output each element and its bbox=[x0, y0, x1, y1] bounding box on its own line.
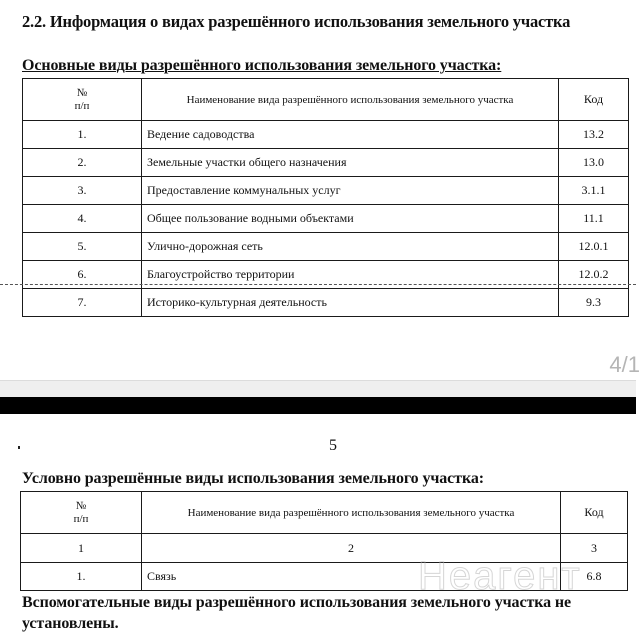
table-header-row bbox=[23, 79, 629, 121]
header-num-symbol: № bbox=[76, 86, 88, 99]
row-code: 13.2 bbox=[559, 121, 629, 149]
section-title: 2.2. Информация о видах разрешённого использования земельного участка bbox=[22, 12, 571, 31]
row-name: Благоустройство территории bbox=[142, 261, 559, 289]
scan-speck bbox=[18, 446, 20, 449]
row-code: 12.0.1 bbox=[559, 233, 629, 261]
auxiliary-uses-note bbox=[22, 592, 571, 634]
page-separator bbox=[0, 380, 636, 398]
row-code: 9.3 bbox=[559, 289, 629, 317]
table-row bbox=[23, 121, 629, 149]
conditional-uses-heading: Условно разрешённые виды использования земельного участка: bbox=[22, 470, 484, 487]
row-name: Ведение садоводства bbox=[142, 121, 559, 149]
row-name: Историко-культурная деятельность bbox=[142, 289, 559, 317]
row-code: 6.8 bbox=[561, 563, 628, 591]
header-num-pp: п/п bbox=[74, 99, 90, 112]
auxiliary-note-line2: установлены. bbox=[22, 615, 119, 632]
header-name: Наименование вида разрешённого использования земельного участка bbox=[142, 492, 561, 534]
header-num bbox=[23, 79, 142, 121]
row-num: 5. bbox=[23, 233, 142, 261]
row-num: 6. bbox=[23, 261, 142, 289]
column-numbers-row bbox=[21, 534, 628, 563]
header-name: Наименование вида разрешённого использования земельного участка bbox=[142, 79, 559, 121]
header-num-pp: п/п bbox=[73, 512, 89, 525]
header-code: Код bbox=[561, 492, 628, 534]
table-row bbox=[21, 563, 628, 591]
row-num: 7. bbox=[23, 289, 142, 317]
row-num: 4. bbox=[23, 205, 142, 233]
colnum-3: 3 bbox=[561, 534, 628, 563]
row-name: Земельные участки общего назначения bbox=[142, 149, 559, 177]
conditional-uses-table bbox=[20, 491, 628, 591]
table-row bbox=[23, 205, 629, 233]
header-code: Код bbox=[559, 79, 629, 121]
header-num-symbol: № bbox=[75, 499, 87, 512]
row-name: Общее пользование водными объектами bbox=[142, 205, 559, 233]
page-number: 5 bbox=[329, 437, 337, 454]
colnum-2: 2 bbox=[142, 534, 561, 563]
main-uses-table bbox=[22, 78, 629, 317]
main-uses-heading: Основные виды разрешённого использования земельного участка: bbox=[22, 57, 502, 74]
row-code: 3.1.1 bbox=[559, 177, 629, 205]
scan-edge-bar bbox=[0, 397, 636, 414]
row-code: 12.0.2 bbox=[559, 261, 629, 289]
row-code: 13.0 bbox=[559, 149, 629, 177]
table-row bbox=[23, 233, 629, 261]
row-name: Улично-дорожная сеть bbox=[142, 233, 559, 261]
header-num bbox=[21, 492, 142, 534]
row-name: Связь bbox=[142, 563, 561, 591]
row-num: 3. bbox=[23, 177, 142, 205]
page-cut-line bbox=[0, 284, 636, 285]
colnum-1: 1 bbox=[21, 534, 142, 563]
watermark: Неагент bbox=[418, 554, 582, 598]
page-indicator: 4/1 bbox=[609, 352, 640, 377]
auxiliary-note-line1: Вспомогательные виды разрешённого использования земельного участка не bbox=[22, 594, 571, 611]
table-header-row bbox=[21, 492, 628, 534]
table-row bbox=[23, 289, 629, 317]
row-name: Предоставление коммунальных услуг bbox=[142, 177, 559, 205]
row-num: 2. bbox=[23, 149, 142, 177]
row-num: 1. bbox=[21, 563, 142, 591]
table-row bbox=[23, 177, 629, 205]
row-num: 1. bbox=[23, 121, 142, 149]
row-code: 11.1 bbox=[559, 205, 629, 233]
table-row bbox=[23, 149, 629, 177]
